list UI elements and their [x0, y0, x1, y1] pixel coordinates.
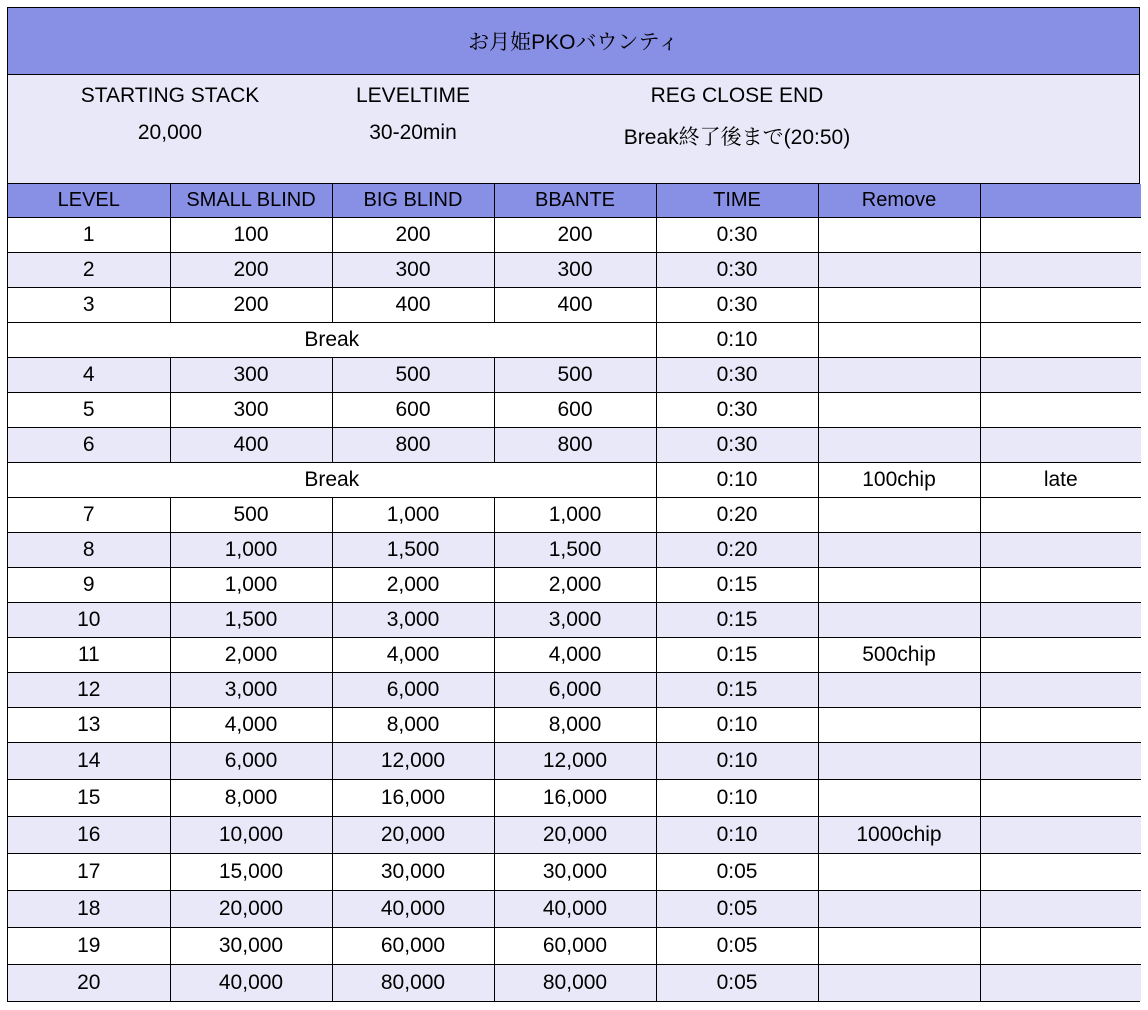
bbante-cell: 12,000 — [494, 743, 656, 780]
header-level: LEVEL — [8, 184, 170, 218]
level-cell: 1 — [8, 218, 170, 253]
starting-stack-value: 20,000 — [137, 121, 203, 144]
big-blind-cell: 30,000 — [332, 854, 494, 891]
time-cell: 0:05 — [656, 854, 818, 891]
bbante-cell: 3,000 — [494, 603, 656, 638]
time-cell: 0:15 — [656, 568, 818, 603]
big-blind-cell: 3,000 — [332, 603, 494, 638]
small-blind-cell: 8,000 — [170, 780, 332, 817]
leveltime-value: 30-20min — [369, 121, 457, 144]
big-blind-cell: 500 — [332, 358, 494, 393]
big-blind-cell: 16,000 — [332, 780, 494, 817]
extra-cell — [980, 533, 1141, 568]
extra-cell — [980, 358, 1141, 393]
extra-cell — [980, 603, 1141, 638]
break-row — [8, 323, 1141, 358]
remove-cell — [818, 780, 980, 817]
level-row — [8, 393, 1141, 428]
extra-cell — [980, 218, 1141, 253]
small-blind-cell: 200 — [170, 253, 332, 288]
remove-cell — [818, 603, 980, 638]
bbante-cell: 1,500 — [494, 533, 656, 568]
bbante-cell: 200 — [494, 218, 656, 253]
big-blind-cell: 6,000 — [332, 673, 494, 708]
extra-cell — [980, 673, 1141, 708]
extra-cell — [980, 288, 1141, 323]
level-cell: 6 — [8, 428, 170, 463]
extra-cell — [980, 708, 1141, 743]
header-extra — [980, 184, 1141, 218]
reg-close-label: REG CLOSE END — [650, 84, 824, 107]
big-blind-cell: 60,000 — [332, 928, 494, 965]
extra-cell — [980, 428, 1141, 463]
extra-cell — [980, 323, 1141, 358]
time-cell: 0:15 — [656, 638, 818, 673]
remove-cell — [818, 708, 980, 743]
level-row — [8, 253, 1141, 288]
level-row — [8, 288, 1141, 323]
small-blind-cell: 500 — [170, 498, 332, 533]
level-row — [8, 358, 1141, 393]
time-cell: 0:15 — [656, 603, 818, 638]
header-time: TIME — [656, 184, 818, 218]
small-blind-cell: 4,000 — [170, 708, 332, 743]
time-cell: 0:05 — [656, 891, 818, 928]
time-cell: 0:30 — [656, 358, 818, 393]
starting-stack-label: STARTING STACK — [80, 84, 260, 107]
remove-cell: 500chip — [818, 638, 980, 673]
big-blind-cell: 12,000 — [332, 743, 494, 780]
extra-cell: late — [980, 463, 1141, 498]
level-cell: 4 — [8, 358, 170, 393]
big-blind-cell: 8,000 — [332, 708, 494, 743]
level-cell: 17 — [8, 854, 170, 891]
level-cell: 12 — [8, 673, 170, 708]
table-header-row — [8, 184, 1141, 218]
remove-cell — [818, 673, 980, 708]
remove-cell — [818, 743, 980, 780]
bbante-cell: 1,000 — [494, 498, 656, 533]
header-remove: Remove — [818, 184, 980, 218]
level-row — [8, 743, 1141, 780]
level-cell: 15 — [8, 780, 170, 817]
time-cell: 0:20 — [656, 533, 818, 568]
time-cell: 0:10 — [656, 743, 818, 780]
small-blind-cell: 300 — [170, 358, 332, 393]
extra-cell — [980, 817, 1141, 854]
level-cell: 16 — [8, 817, 170, 854]
break-label-cell: Break — [8, 323, 656, 358]
bbante-cell: 6,000 — [494, 673, 656, 708]
time-cell: 0:10 — [656, 817, 818, 854]
level-row — [8, 638, 1141, 673]
extra-cell — [980, 854, 1141, 891]
remove-cell — [818, 253, 980, 288]
level-row — [8, 854, 1141, 891]
big-blind-cell: 20,000 — [332, 817, 494, 854]
bbante-cell: 8,000 — [494, 708, 656, 743]
remove-cell — [818, 533, 980, 568]
bbante-cell: 300 — [494, 253, 656, 288]
small-blind-cell: 10,000 — [170, 817, 332, 854]
time-cell: 0:20 — [656, 498, 818, 533]
remove-cell — [818, 965, 980, 1002]
time-cell: 0:10 — [656, 780, 818, 817]
level-row — [8, 673, 1141, 708]
time-cell: 0:30 — [656, 253, 818, 288]
remove-cell — [818, 428, 980, 463]
remove-cell: 1000chip — [818, 817, 980, 854]
remove-cell — [818, 323, 980, 358]
level-cell: 19 — [8, 928, 170, 965]
bbante-cell: 2,000 — [494, 568, 656, 603]
level-cell: 11 — [8, 638, 170, 673]
level-cell: 2 — [8, 253, 170, 288]
level-cell: 9 — [8, 568, 170, 603]
small-blind-cell: 300 — [170, 393, 332, 428]
small-blind-cell: 100 — [170, 218, 332, 253]
extra-cell — [980, 393, 1141, 428]
bbante-cell: 60,000 — [494, 928, 656, 965]
small-blind-cell: 1,000 — [170, 533, 332, 568]
break-label-cell: Break — [8, 463, 656, 498]
bbante-cell: 4,000 — [494, 638, 656, 673]
extra-cell — [980, 498, 1141, 533]
header-small-blind: SMALL BLIND — [170, 184, 332, 218]
level-row — [8, 498, 1141, 533]
time-cell: 0:10 — [656, 463, 818, 498]
level-cell: 20 — [8, 965, 170, 1002]
remove-cell — [818, 218, 980, 253]
level-row — [8, 780, 1141, 817]
big-blind-cell: 1,500 — [332, 533, 494, 568]
blind-table — [8, 184, 1141, 1001]
level-cell: 13 — [8, 708, 170, 743]
remove-cell — [818, 891, 980, 928]
level-row — [8, 928, 1141, 965]
big-blind-cell: 200 — [332, 218, 494, 253]
big-blind-cell: 600 — [332, 393, 494, 428]
tournament-info — [8, 75, 1139, 184]
bbante-cell: 80,000 — [494, 965, 656, 1002]
extra-cell — [980, 253, 1141, 288]
bbante-cell: 500 — [494, 358, 656, 393]
extra-cell — [980, 928, 1141, 965]
small-blind-cell: 1,500 — [170, 603, 332, 638]
remove-cell — [818, 854, 980, 891]
extra-cell — [980, 965, 1141, 1002]
big-blind-cell: 4,000 — [332, 638, 494, 673]
level-row — [8, 708, 1141, 743]
time-cell: 0:05 — [656, 928, 818, 965]
level-cell: 18 — [8, 891, 170, 928]
time-cell: 0:05 — [656, 965, 818, 1002]
bbante-cell: 600 — [494, 393, 656, 428]
level-row — [8, 568, 1141, 603]
big-blind-cell: 1,000 — [332, 498, 494, 533]
remove-cell — [818, 928, 980, 965]
remove-cell — [818, 498, 980, 533]
header-big-blind: BIG BLIND — [332, 184, 494, 218]
extra-cell — [980, 891, 1141, 928]
tournament-title: お月姫PKOバウンティ — [8, 8, 1139, 75]
leveltime-label: LEVELTIME — [356, 84, 470, 107]
level-row — [8, 891, 1141, 928]
header-bbante: BBANTE — [494, 184, 656, 218]
remove-cell — [818, 288, 980, 323]
remove-cell: 100chip — [818, 463, 980, 498]
level-cell: 5 — [8, 393, 170, 428]
level-row — [8, 817, 1141, 854]
big-blind-cell: 2,000 — [332, 568, 494, 603]
extra-cell — [980, 568, 1141, 603]
level-cell: 10 — [8, 603, 170, 638]
time-cell: 0:10 — [656, 708, 818, 743]
big-blind-cell: 40,000 — [332, 891, 494, 928]
small-blind-cell: 400 — [170, 428, 332, 463]
remove-cell — [818, 358, 980, 393]
big-blind-cell: 300 — [332, 253, 494, 288]
level-cell: 8 — [8, 533, 170, 568]
big-blind-cell: 400 — [332, 288, 494, 323]
small-blind-cell: 30,000 — [170, 928, 332, 965]
small-blind-cell: 20,000 — [170, 891, 332, 928]
reg-close-value: Break終了後まで(20:50) — [623, 126, 851, 149]
blind-structure-sheet — [7, 7, 1140, 1002]
bbante-cell: 800 — [494, 428, 656, 463]
bbante-cell: 20,000 — [494, 817, 656, 854]
big-blind-cell: 800 — [332, 428, 494, 463]
big-blind-cell: 80,000 — [332, 965, 494, 1002]
level-cell: 14 — [8, 743, 170, 780]
break-row — [8, 463, 1141, 498]
level-row — [8, 533, 1141, 568]
small-blind-cell: 15,000 — [170, 854, 332, 891]
time-cell: 0:30 — [656, 428, 818, 463]
time-cell: 0:30 — [656, 393, 818, 428]
small-blind-cell: 6,000 — [170, 743, 332, 780]
extra-cell — [980, 743, 1141, 780]
small-blind-cell: 2,000 — [170, 638, 332, 673]
small-blind-cell: 40,000 — [170, 965, 332, 1002]
level-cell: 7 — [8, 498, 170, 533]
small-blind-cell: 3,000 — [170, 673, 332, 708]
time-cell: 0:30 — [656, 218, 818, 253]
bbante-cell: 400 — [494, 288, 656, 323]
level-row — [8, 218, 1141, 253]
table-body — [8, 218, 1141, 1002]
level-cell: 3 — [8, 288, 170, 323]
level-row — [8, 428, 1141, 463]
bbante-cell: 30,000 — [494, 854, 656, 891]
level-row — [8, 603, 1141, 638]
bbante-cell: 40,000 — [494, 891, 656, 928]
extra-cell — [980, 638, 1141, 673]
remove-cell — [818, 393, 980, 428]
time-cell: 0:30 — [656, 288, 818, 323]
small-blind-cell: 200 — [170, 288, 332, 323]
extra-cell — [980, 780, 1141, 817]
time-cell: 0:15 — [656, 673, 818, 708]
remove-cell — [818, 568, 980, 603]
bbante-cell: 16,000 — [494, 780, 656, 817]
time-cell: 0:10 — [656, 323, 818, 358]
small-blind-cell: 1,000 — [170, 568, 332, 603]
level-row — [8, 965, 1141, 1002]
